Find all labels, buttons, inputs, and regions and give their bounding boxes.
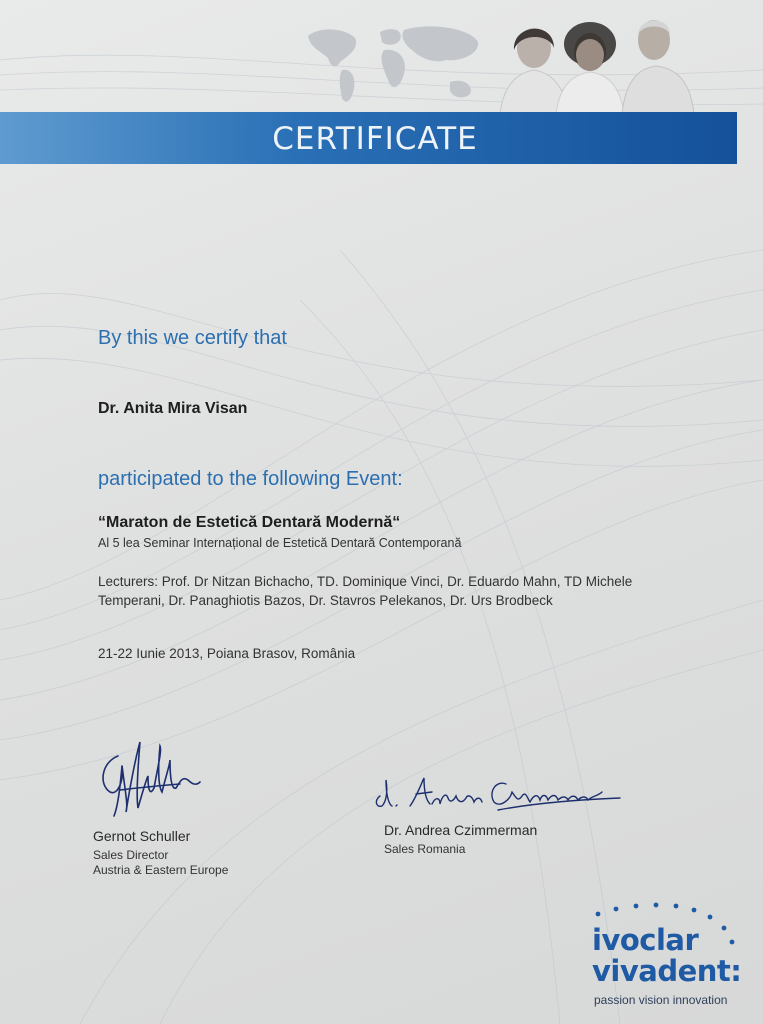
signer-name-1: Gernot Schuller <box>93 828 191 844</box>
signer-role-1: Sales Director <box>93 848 169 862</box>
participation-text: participated to the following Event: <box>98 468 403 490</box>
world-map-graphic <box>300 18 490 113</box>
lecturers-list: Lecturers: Prof. Dr Nitzan Bichacho, TD. Dominique Vinci, Dr. Eduardo Mahn, TD Michele Temperani, Dr. Panaghiotis Bazos, Dr. Stavros Pelekanos, Dr. Urs Brodbeck <box>98 574 633 608</box>
logo-ivoclar: ivoclar <box>592 923 699 957</box>
signer-role-2: Sales Romania <box>384 842 466 856</box>
event-subtitle: Al 5 lea Seminar Internațional de Estetică Dentară Contemporană <box>98 536 462 550</box>
certificate-title: CERTIFICATE <box>272 121 478 157</box>
signature-gernot-schuller <box>96 736 216 820</box>
signer-name-2: Dr. Andrea Czimmerman <box>384 822 538 838</box>
certify-intro-text: By this we certify that <box>98 327 287 349</box>
signer-region-1: Austria & Eastern Europe <box>93 863 229 877</box>
logo-tagline: passion vision innovation <box>594 993 728 1007</box>
event-dates-location: 21-22 Iunie 2013, Poiana Brasov, România <box>98 646 356 661</box>
logo-vivadent: vivadent: <box>592 954 742 988</box>
event-title: “Maraton de Estetică Dentară Modernă“ <box>98 514 401 531</box>
recipient-name: Dr. Anita Mira Visan <box>98 400 248 417</box>
people-photo-graphic <box>498 10 708 114</box>
signature-andrea-czimmerman <box>370 770 630 818</box>
